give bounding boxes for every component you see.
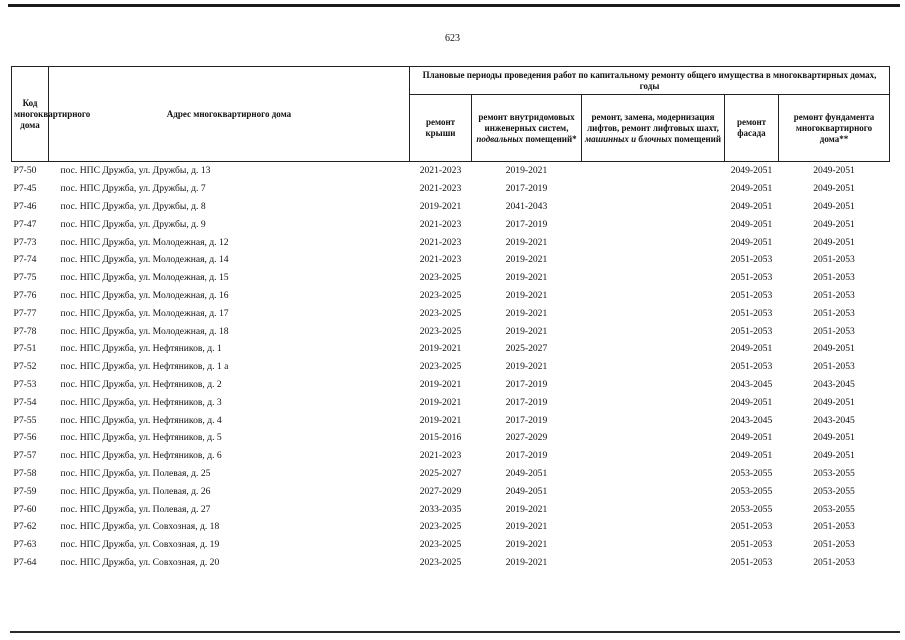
cell-facade: 2049-2051 bbox=[730, 343, 773, 355]
cell-address: пос. НПС Дружба, ул. Молодежная, д. 17 bbox=[60, 307, 229, 319]
header-code: Код многоквартирного дома bbox=[12, 67, 49, 162]
cell-lifts bbox=[582, 429, 725, 447]
cell-address: пос. НПС Дружба, ул. Молодежная, д. 18 bbox=[60, 325, 229, 337]
cell-facade: 2049-2051 bbox=[730, 200, 773, 212]
table-row bbox=[12, 251, 890, 269]
cell-lifts bbox=[582, 358, 725, 376]
cell-systems: 2017-2019 bbox=[505, 218, 548, 230]
cell-facade: 2049-2051 bbox=[730, 396, 773, 408]
cell-address: пос. НПС Дружба, ул. Полевая, д. 27 bbox=[60, 503, 211, 515]
cell-lifts bbox=[582, 198, 725, 216]
table-row bbox=[12, 393, 890, 411]
cell-foundation: 2051-2053 bbox=[813, 325, 855, 337]
cell-address: пос. НПС Дружба, ул. Нефтяников, д. 5 bbox=[60, 432, 222, 444]
header-systems bbox=[472, 95, 582, 162]
header-roof: ремонт крыши bbox=[410, 95, 472, 162]
cell-facade: 2051-2053 bbox=[730, 272, 773, 284]
cell-facade: 2043-2045 bbox=[730, 414, 773, 426]
cell-facade: 2051-2053 bbox=[730, 289, 773, 301]
cell-foundation: 2049-2051 bbox=[813, 165, 855, 177]
cell-lifts bbox=[582, 465, 725, 483]
table-row bbox=[12, 554, 890, 572]
cell-systems: 2017-2019 bbox=[505, 396, 548, 408]
cell-facade: 2053-2055 bbox=[730, 467, 773, 479]
cell-lifts bbox=[582, 393, 725, 411]
cell-code: Р7-63 bbox=[13, 539, 37, 551]
cell-systems: 2049-2051 bbox=[505, 467, 548, 479]
cell-address: пос. НПС Дружба, ул. Полевая, д. 26 bbox=[60, 485, 211, 497]
cell-address: пос. НПС Дружба, ул. Нефтяников, д. 1 bbox=[60, 343, 222, 355]
cell-roof: 2027-2029 bbox=[419, 485, 462, 497]
cell-address: пос. НПС Дружба, ул. Нефтяников, д. 3 bbox=[60, 396, 222, 408]
cell-roof: 2019-2021 bbox=[419, 414, 462, 426]
table-row bbox=[12, 304, 890, 322]
table-row bbox=[12, 429, 890, 447]
cell-foundation: 2049-2051 bbox=[813, 432, 855, 444]
cell-roof: 2021-2023 bbox=[419, 450, 462, 462]
cell-facade: 2049-2051 bbox=[730, 236, 773, 248]
cell-foundation: 2051-2053 bbox=[813, 539, 855, 551]
cell-facade: 2043-2045 bbox=[730, 378, 773, 390]
cell-roof: 2019-2021 bbox=[419, 378, 462, 390]
table-row bbox=[12, 198, 890, 216]
cell-lifts bbox=[582, 500, 725, 518]
cell-roof: 2023-2025 bbox=[419, 521, 462, 533]
cell-code: Р7-45 bbox=[13, 183, 37, 195]
cell-address: пос. НПС Дружба, ул. Совхозная, д. 20 bbox=[60, 556, 220, 568]
cell-roof: 2023-2025 bbox=[419, 289, 462, 301]
table-row bbox=[12, 465, 890, 483]
cell-roof: 2019-2021 bbox=[419, 200, 462, 212]
cell-roof: 2033-2035 bbox=[419, 503, 462, 515]
header-lifts-tail: помещений bbox=[674, 133, 722, 144]
cell-address: пос. НПС Дружба, ул. Молодежная, д. 14 bbox=[60, 254, 229, 266]
cell-systems: 2019-2021 bbox=[505, 272, 548, 284]
cell-code: Р7-55 bbox=[13, 414, 37, 426]
cell-facade: 2051-2053 bbox=[730, 307, 773, 319]
table-row bbox=[12, 180, 890, 198]
cell-systems: 2049-2051 bbox=[505, 485, 548, 497]
cell-address: пос. НПС Дружба, ул. Совхозная, д. 18 bbox=[60, 521, 220, 533]
bottom-rule bbox=[10, 631, 900, 633]
cell-foundation: 2051-2053 bbox=[813, 254, 855, 266]
table-row bbox=[12, 215, 890, 233]
cell-facade: 2051-2053 bbox=[730, 254, 773, 266]
cell-systems: 2019-2021 bbox=[505, 165, 548, 177]
cell-code: Р7-57 bbox=[13, 450, 37, 462]
cell-address: пос. НПС Дружба, ул. Совхозная, д. 19 bbox=[60, 539, 220, 551]
header-lifts bbox=[582, 95, 725, 162]
cell-roof: 2021-2023 bbox=[419, 254, 462, 266]
cell-code: Р7-76 bbox=[13, 289, 37, 301]
cell-facade: 2053-2055 bbox=[730, 485, 773, 497]
top-rule bbox=[8, 4, 900, 7]
cell-roof: 2019-2021 bbox=[419, 396, 462, 408]
cell-lifts bbox=[582, 180, 725, 198]
cell-systems: 2017-2019 bbox=[505, 378, 548, 390]
cell-facade: 2051-2053 bbox=[730, 539, 773, 551]
table-body bbox=[12, 162, 890, 572]
cell-address: пос. НПС Дружба, ул. Нефтяников, д. 4 bbox=[60, 414, 222, 426]
page-number: 623 bbox=[445, 33, 460, 44]
cell-foundation: 2049-2051 bbox=[813, 218, 855, 230]
header-systems-tail: помещений* bbox=[525, 133, 577, 144]
cell-lifts bbox=[582, 162, 725, 180]
cell-roof: 2021-2023 bbox=[419, 218, 462, 230]
cell-facade: 2049-2051 bbox=[730, 165, 773, 177]
cell-code: Р7-51 bbox=[13, 343, 37, 355]
cell-foundation: 2053-2055 bbox=[813, 467, 855, 479]
cell-systems: 2019-2021 bbox=[505, 556, 548, 568]
cell-address: пос. НПС Дружба, ул. Полевая, д. 25 bbox=[60, 467, 211, 479]
cell-foundation: 2043-2045 bbox=[813, 378, 855, 390]
cell-roof: 2023-2025 bbox=[419, 361, 462, 373]
header-foundation: ремонт фундамента многоквартирного дома** bbox=[779, 95, 890, 162]
cell-lifts bbox=[582, 304, 725, 322]
cell-systems: 2041-2043 bbox=[505, 200, 548, 212]
cell-lifts bbox=[582, 554, 725, 572]
cell-lifts bbox=[582, 215, 725, 233]
cell-address: пос. НПС Дружба, ул. Нефтяников, д. 1 а bbox=[60, 361, 229, 373]
cell-systems: 2025-2027 bbox=[505, 343, 548, 355]
cell-systems: 2019-2021 bbox=[505, 289, 548, 301]
cell-address: пос. НПС Дружба, ул. Дружбы, д. 8 bbox=[60, 200, 206, 212]
cell-lifts bbox=[582, 411, 725, 429]
cell-lifts bbox=[582, 447, 725, 465]
cell-code: Р7-77 bbox=[13, 307, 37, 319]
cell-code: Р7-78 bbox=[13, 325, 37, 337]
cell-foundation: 2049-2051 bbox=[813, 343, 855, 355]
cell-foundation: 2043-2045 bbox=[813, 414, 855, 426]
header-systems-text: ремонт внутридомовых инженерных систем, bbox=[478, 111, 575, 133]
cell-code: Р7-74 bbox=[13, 254, 37, 266]
cell-foundation: 2049-2051 bbox=[813, 396, 855, 408]
cell-code: Р7-64 bbox=[13, 556, 37, 568]
table-row bbox=[12, 233, 890, 251]
cell-lifts bbox=[582, 482, 725, 500]
cell-foundation: 2051-2053 bbox=[813, 289, 855, 301]
cell-roof: 2023-2025 bbox=[419, 307, 462, 319]
table-row bbox=[12, 358, 890, 376]
cell-code: Р7-62 bbox=[13, 521, 37, 533]
cell-systems: 2017-2019 bbox=[505, 414, 548, 426]
cell-code: Р7-53 bbox=[13, 378, 37, 390]
cell-code: Р7-46 bbox=[13, 200, 37, 212]
header-lifts-text: ремонт, замена, модернизация лифтов, ремонт лифтовых шахт, bbox=[587, 111, 719, 133]
cell-address: пос. НПС Дружба, ул. Нефтяников, д. 6 bbox=[60, 450, 222, 462]
cell-facade: 2049-2051 bbox=[730, 432, 773, 444]
cell-facade: 2051-2053 bbox=[730, 325, 773, 337]
cell-code: Р7-75 bbox=[13, 272, 37, 284]
cell-roof: 2021-2023 bbox=[419, 236, 462, 248]
table-row bbox=[12, 322, 890, 340]
cell-code: Р7-60 bbox=[13, 503, 37, 515]
cell-facade: 2049-2051 bbox=[730, 183, 773, 195]
cell-code: Р7-56 bbox=[13, 432, 37, 444]
cell-lifts bbox=[582, 287, 725, 305]
cell-roof: 2023-2025 bbox=[419, 539, 462, 551]
header-periods-title: Плановые периоды проведения работ по капитальному ремонту общего имущества в многоквартирных домах, годы bbox=[410, 67, 890, 95]
capital-repair-table bbox=[11, 66, 890, 571]
cell-facade: 2049-2051 bbox=[730, 450, 773, 462]
cell-address: пос. НПС Дружба, ул. Дружбы, д. 13 bbox=[60, 165, 211, 177]
cell-systems: 2019-2021 bbox=[505, 325, 548, 337]
cell-code: Р7-73 bbox=[13, 236, 37, 248]
cell-code: Р7-58 bbox=[13, 467, 37, 479]
table-row bbox=[12, 376, 890, 394]
cell-foundation: 2051-2053 bbox=[813, 272, 855, 284]
cell-systems: 2019-2021 bbox=[505, 503, 548, 515]
cell-systems: 2019-2021 bbox=[505, 236, 548, 248]
cell-roof: 2021-2023 bbox=[419, 183, 462, 195]
table-row bbox=[12, 269, 890, 287]
cell-facade: 2051-2053 bbox=[730, 521, 773, 533]
cell-roof: 2023-2025 bbox=[419, 325, 462, 337]
cell-roof: 2023-2025 bbox=[419, 272, 462, 284]
cell-lifts bbox=[582, 340, 725, 358]
cell-lifts bbox=[582, 322, 725, 340]
table-row bbox=[12, 447, 890, 465]
cell-foundation: 2051-2053 bbox=[813, 556, 855, 568]
header-address: Адрес многоквартирного дома bbox=[49, 67, 410, 162]
cell-systems: 2027-2029 bbox=[505, 432, 548, 444]
table-row bbox=[12, 287, 890, 305]
table-row bbox=[12, 340, 890, 358]
table-row bbox=[12, 482, 890, 500]
cell-foundation: 2049-2051 bbox=[813, 183, 855, 195]
cell-address: пос. НПС Дружба, ул. Молодежная, д. 15 bbox=[60, 272, 229, 284]
cell-foundation: 2051-2053 bbox=[813, 521, 855, 533]
cell-address: пос. НПС Дружба, ул. Молодежная, д. 16 bbox=[60, 289, 229, 301]
cell-roof: 2015-2016 bbox=[419, 432, 462, 444]
cell-foundation: 2049-2051 bbox=[813, 450, 855, 462]
cell-foundation: 2051-2053 bbox=[813, 361, 855, 373]
cell-roof: 2019-2021 bbox=[419, 343, 462, 355]
cell-systems: 2019-2021 bbox=[505, 521, 548, 533]
cell-address: пос. НПС Дружба, ул. Дружбы, д. 7 bbox=[60, 183, 206, 195]
table-row bbox=[12, 162, 890, 180]
cell-lifts bbox=[582, 269, 725, 287]
cell-code: Р7-52 bbox=[13, 361, 37, 373]
cell-code: Р7-54 bbox=[13, 396, 37, 408]
cell-lifts bbox=[582, 376, 725, 394]
cell-systems: 2017-2019 bbox=[505, 183, 548, 195]
cell-systems: 2017-2019 bbox=[505, 450, 548, 462]
cell-facade: 2051-2053 bbox=[730, 556, 773, 568]
cell-roof: 2025-2027 bbox=[419, 467, 462, 479]
table-row bbox=[12, 518, 890, 536]
cell-facade: 2053-2055 bbox=[730, 503, 773, 515]
cell-address: пос. НПС Дружба, ул. Нефтяников, д. 2 bbox=[60, 378, 222, 390]
cell-foundation: 2051-2053 bbox=[813, 307, 855, 319]
cell-address: пос. НПС Дружба, ул. Молодежная, д. 12 bbox=[60, 236, 229, 248]
cell-foundation: 2049-2051 bbox=[813, 200, 855, 212]
table-row bbox=[12, 536, 890, 554]
cell-foundation: 2053-2055 bbox=[813, 485, 855, 497]
cell-facade: 2049-2051 bbox=[730, 218, 773, 230]
cell-foundation: 2053-2055 bbox=[813, 503, 855, 515]
table-row bbox=[12, 411, 890, 429]
cell-systems: 2019-2021 bbox=[505, 254, 548, 266]
header-facade: ремонт фасада bbox=[725, 95, 779, 162]
header-lifts-italic: машинных и блочных bbox=[584, 133, 672, 144]
cell-systems: 2019-2021 bbox=[505, 539, 548, 551]
cell-facade: 2051-2053 bbox=[730, 361, 773, 373]
cell-foundation: 2049-2051 bbox=[813, 236, 855, 248]
table-row bbox=[12, 500, 890, 518]
header-systems-italic: подвальных bbox=[476, 133, 524, 144]
cell-lifts bbox=[582, 233, 725, 251]
cell-roof: 2021-2023 bbox=[419, 165, 462, 177]
cell-systems: 2019-2021 bbox=[505, 307, 548, 319]
cell-lifts bbox=[582, 518, 725, 536]
cell-lifts bbox=[582, 251, 725, 269]
cell-code: Р7-47 bbox=[13, 218, 37, 230]
cell-code: Р7-50 bbox=[13, 165, 37, 177]
cell-code: Р7-59 bbox=[13, 485, 37, 497]
cell-lifts bbox=[582, 536, 725, 554]
cell-address: пос. НПС Дружба, ул. Дружбы, д. 9 bbox=[60, 218, 206, 230]
cell-systems: 2019-2021 bbox=[505, 361, 548, 373]
cell-roof: 2023-2025 bbox=[419, 556, 462, 568]
